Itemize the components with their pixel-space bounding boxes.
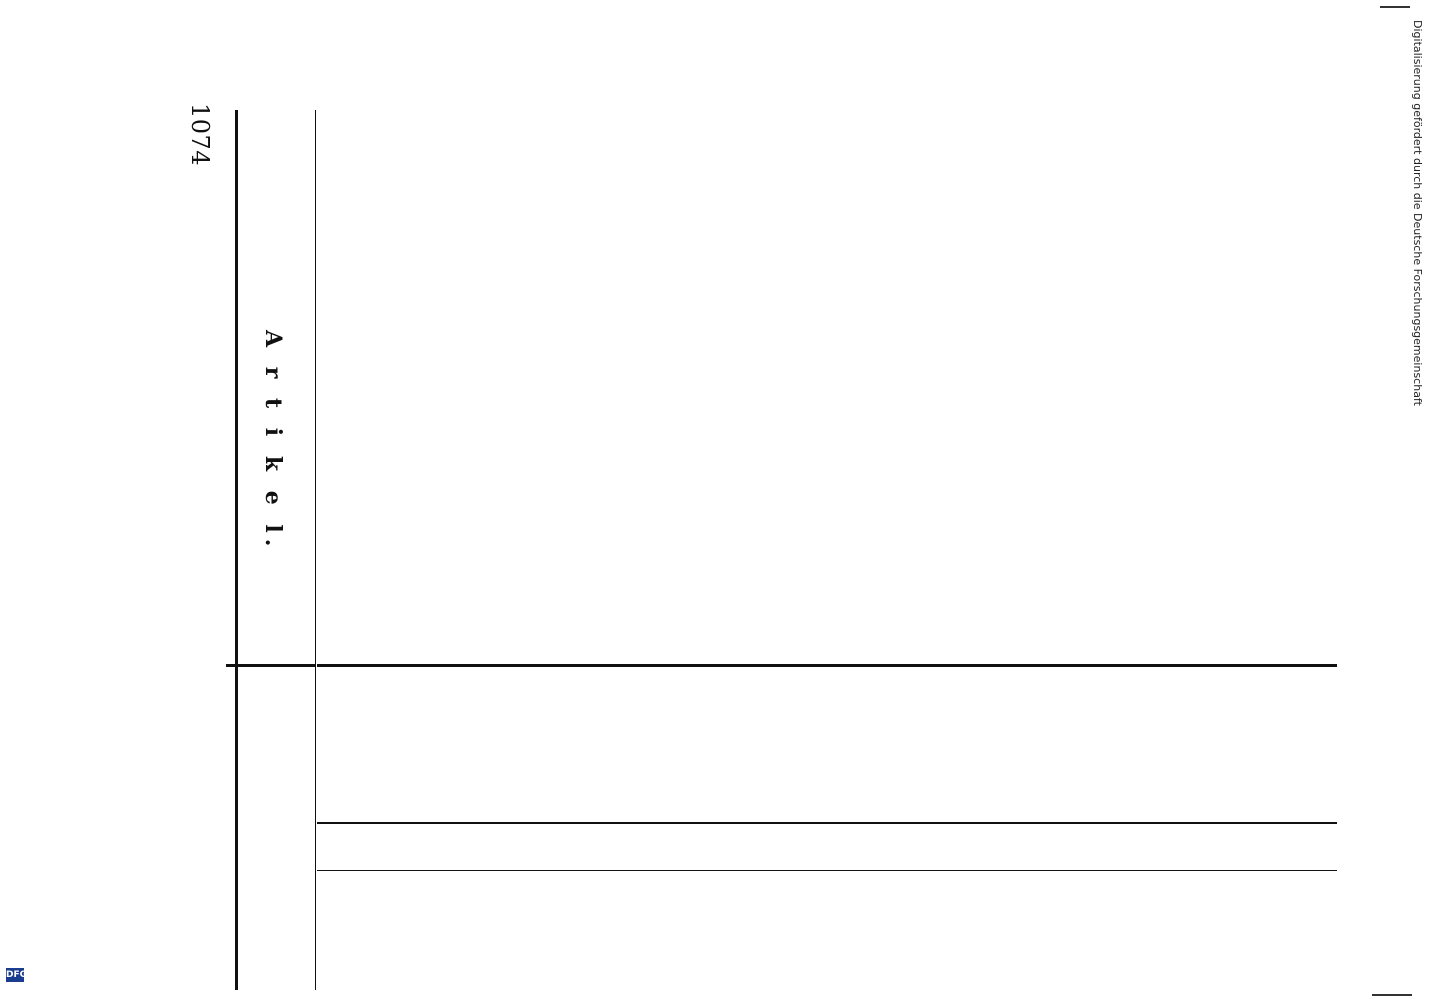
header-rule [235,110,238,990]
table-row [511,120,531,942]
table-row [1078,120,1098,942]
table-row [616,120,636,942]
table-row [1036,120,1056,942]
scan-artifact [1372,994,1412,996]
table-row [1288,120,1308,942]
table-row [742,120,762,942]
table-row [385,120,405,942]
table-row [595,120,615,942]
column-header-article: A r t i k e l. [260,330,286,553]
table-row [721,120,741,942]
table-row [847,120,867,942]
table-row [952,120,972,942]
table-row [427,120,447,942]
table-row [805,120,825,942]
table-row [490,120,510,942]
table-row [658,120,678,942]
header-column-divider [226,664,316,667]
table-row [973,120,993,942]
table-row [532,120,552,942]
table-head-rule [315,110,316,990]
table-row [469,120,489,942]
table-row [1162,120,1182,942]
table-row [931,120,951,942]
table-row [1225,120,1245,942]
table-row [910,120,930,942]
table-row [1057,120,1077,942]
table-row [994,120,1014,942]
table-row [1183,120,1203,942]
dfg-logo: DFG [6,970,28,980]
table-row [637,120,657,942]
table-row [784,120,804,942]
digitization-credit: Digitalisierung gefördert durch die Deutsche Forschungsgemeinschaft [1411,20,1424,406]
table-row [1099,120,1119,942]
table-row [889,120,909,942]
table-row [1246,120,1266,942]
table-row [364,120,384,942]
table-row [448,120,468,942]
table-row [553,120,573,942]
table-row [679,120,699,942]
table-row [868,120,888,942]
table-row [826,120,846,942]
table-row [574,120,594,942]
table-row [1267,120,1287,942]
table-row [1120,120,1140,942]
table-row [343,120,363,942]
table-row [406,120,426,942]
page-number: 1074 [186,103,214,167]
scan-artifact [1380,6,1410,8]
table-row [1141,120,1161,942]
table-row [1204,120,1224,942]
table-row [700,120,720,942]
table-row [763,120,783,942]
table-row [1015,120,1035,942]
